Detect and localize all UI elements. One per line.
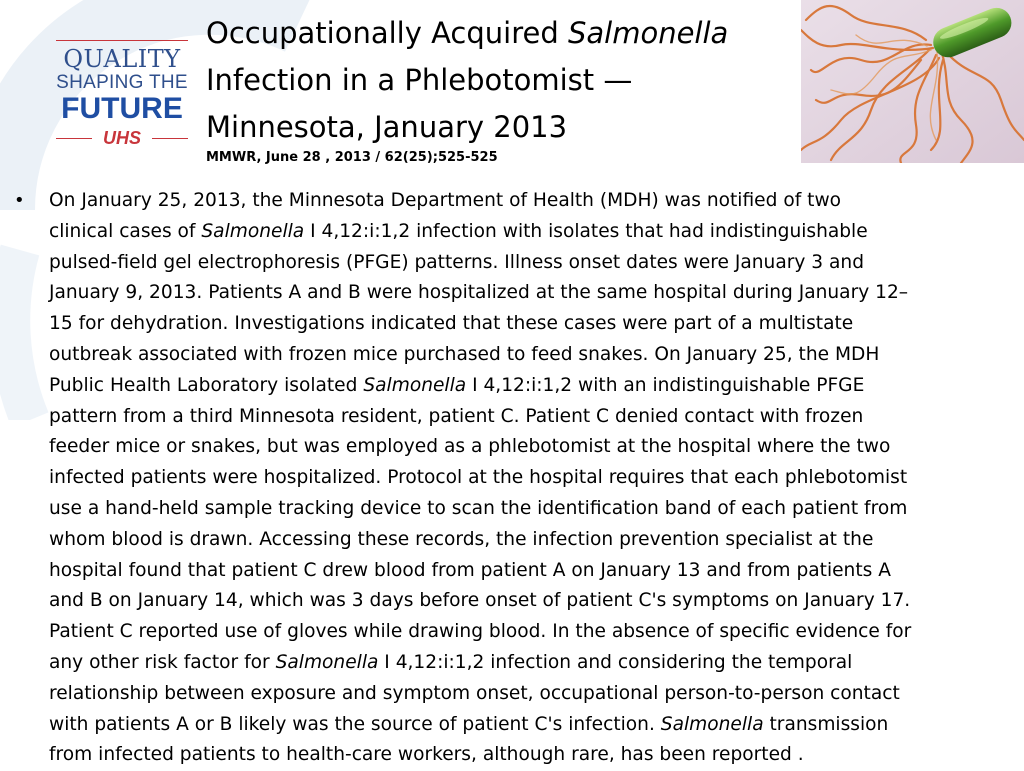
body-text-run: January 9, 2013. Patients A and B were hospitalized at the same hospital during January 12– <box>49 282 909 304</box>
body-text-run: any other risk factor for <box>49 651 276 673</box>
body-text-run: feeder mice or snakes, but was employed as a phlebotomist at the hospital where the two <box>49 436 891 458</box>
logo-right-rule <box>152 138 188 139</box>
body-line <box>49 402 1020 433</box>
logo-future-text: FUTURE <box>61 92 183 125</box>
bullet: • <box>14 190 25 211</box>
body-text-run: I 4,12:i:1,2 with an indistinguishable PFGE <box>466 374 865 396</box>
body-text-run: pattern from a third Minnesota resident, patient C. Patient C denied contact with frozen <box>49 405 864 427</box>
body-text-run: I 4,12:i:1,2 infection and considering the temporal <box>378 651 853 673</box>
logo-uhs-row <box>52 127 192 149</box>
title-line-3: Minnesota, January 2013 <box>206 110 568 144</box>
body-text-run: whom blood is drawn. Accessing these records, the infection prevention specialist at the <box>49 528 874 550</box>
body-line <box>49 586 1020 617</box>
body-line <box>49 217 1020 248</box>
title-line-1 <box>206 10 806 57</box>
body-line <box>49 617 1020 648</box>
body-line <box>49 525 1020 556</box>
body-text-run: hospital found that patient C drew blood from patient A on January 13 and from patients A <box>49 559 891 581</box>
citation: MMWR, June 28 , 2013 / 62(25);525-525 <box>206 150 498 165</box>
logo-shaping-text: SHAPING THE <box>56 72 188 93</box>
body-line <box>49 186 1020 217</box>
page-title <box>206 10 806 151</box>
body-line <box>49 648 1020 679</box>
body-line <box>49 371 1020 402</box>
body-text-run: infected patients were hospitalized. Protocol at the hospital requires that each phlebotomist <box>49 467 908 489</box>
title-line-1-text: Occupationally Acquired <box>206 16 568 50</box>
body-line <box>49 248 1020 279</box>
body-line <box>49 740 1020 771</box>
body-text-run: 15 for dehydration. Investigations indicated that these cases were part of a multistate <box>49 313 854 335</box>
body-text-run: use a hand-held sample tracking device to scan the identification band of each patient from <box>49 497 908 519</box>
uhs-logo <box>52 40 192 168</box>
organism-name: Salmonella <box>660 713 764 735</box>
body-text-run: Patient C reported use of gloves while drawing blood. In the absence of specific evidence for <box>49 621 912 643</box>
body-text <box>8 186 1020 771</box>
body-line <box>49 710 1020 741</box>
body-text-run: pulsed-field gel electrophoresis (PFGE) patterns. Illness onset dates were January 3 and <box>49 251 865 273</box>
body-line <box>49 309 1020 340</box>
body-text-run: I 4,12:i:1,2 infection with isolates that had indistinguishable <box>304 220 868 242</box>
body-line <box>49 679 1020 710</box>
body-text-run: On January 25, 2013, the Minnesota Department of Health (MDH) was notified of two <box>49 190 842 211</box>
body-line <box>49 432 1020 463</box>
title-line-2: Infection in a Phlebotomist — <box>206 63 633 97</box>
organism-name: Salmonella <box>201 220 305 242</box>
body-line <box>49 494 1020 525</box>
body-text-run: clinical cases of <box>49 220 202 242</box>
body-text-run: relationship between exposure and symptom onset, occupational person-to-person contact <box>49 682 900 704</box>
title-organism: Salmonella <box>567 16 729 50</box>
body-text-run: transmission <box>763 713 889 735</box>
body-line <box>49 278 1020 309</box>
logo-left-rule <box>56 138 92 139</box>
body-paragraph <box>49 186 1020 771</box>
body-text-run: outbreak associated with frozen mice purchased to feed snakes. On January 25, the MDH <box>49 343 880 365</box>
organism-name: Salmonella <box>275 651 379 673</box>
body-text-run: and B on January 14, which was 3 days before onset of patient C's symptoms on January 17. <box>49 590 911 612</box>
organism-name: Salmonella <box>363 374 467 396</box>
body-line <box>49 463 1020 494</box>
body-text-run: from infected patients to health-care workers, although rare, has been reported . <box>49 744 804 766</box>
salmonella-bacteria-image <box>801 0 1024 163</box>
body-text-run: Public Health Laboratory isolated <box>49 374 364 396</box>
logo-uhs-text: UHS <box>102 128 141 148</box>
body-line <box>49 340 1020 371</box>
logo-top-rule <box>56 40 188 41</box>
body-line <box>49 556 1020 587</box>
body-text-run: with patients A or B likely was the source of patient C's infection. <box>49 713 661 735</box>
logo-quality-text: QUALITY <box>63 45 181 73</box>
